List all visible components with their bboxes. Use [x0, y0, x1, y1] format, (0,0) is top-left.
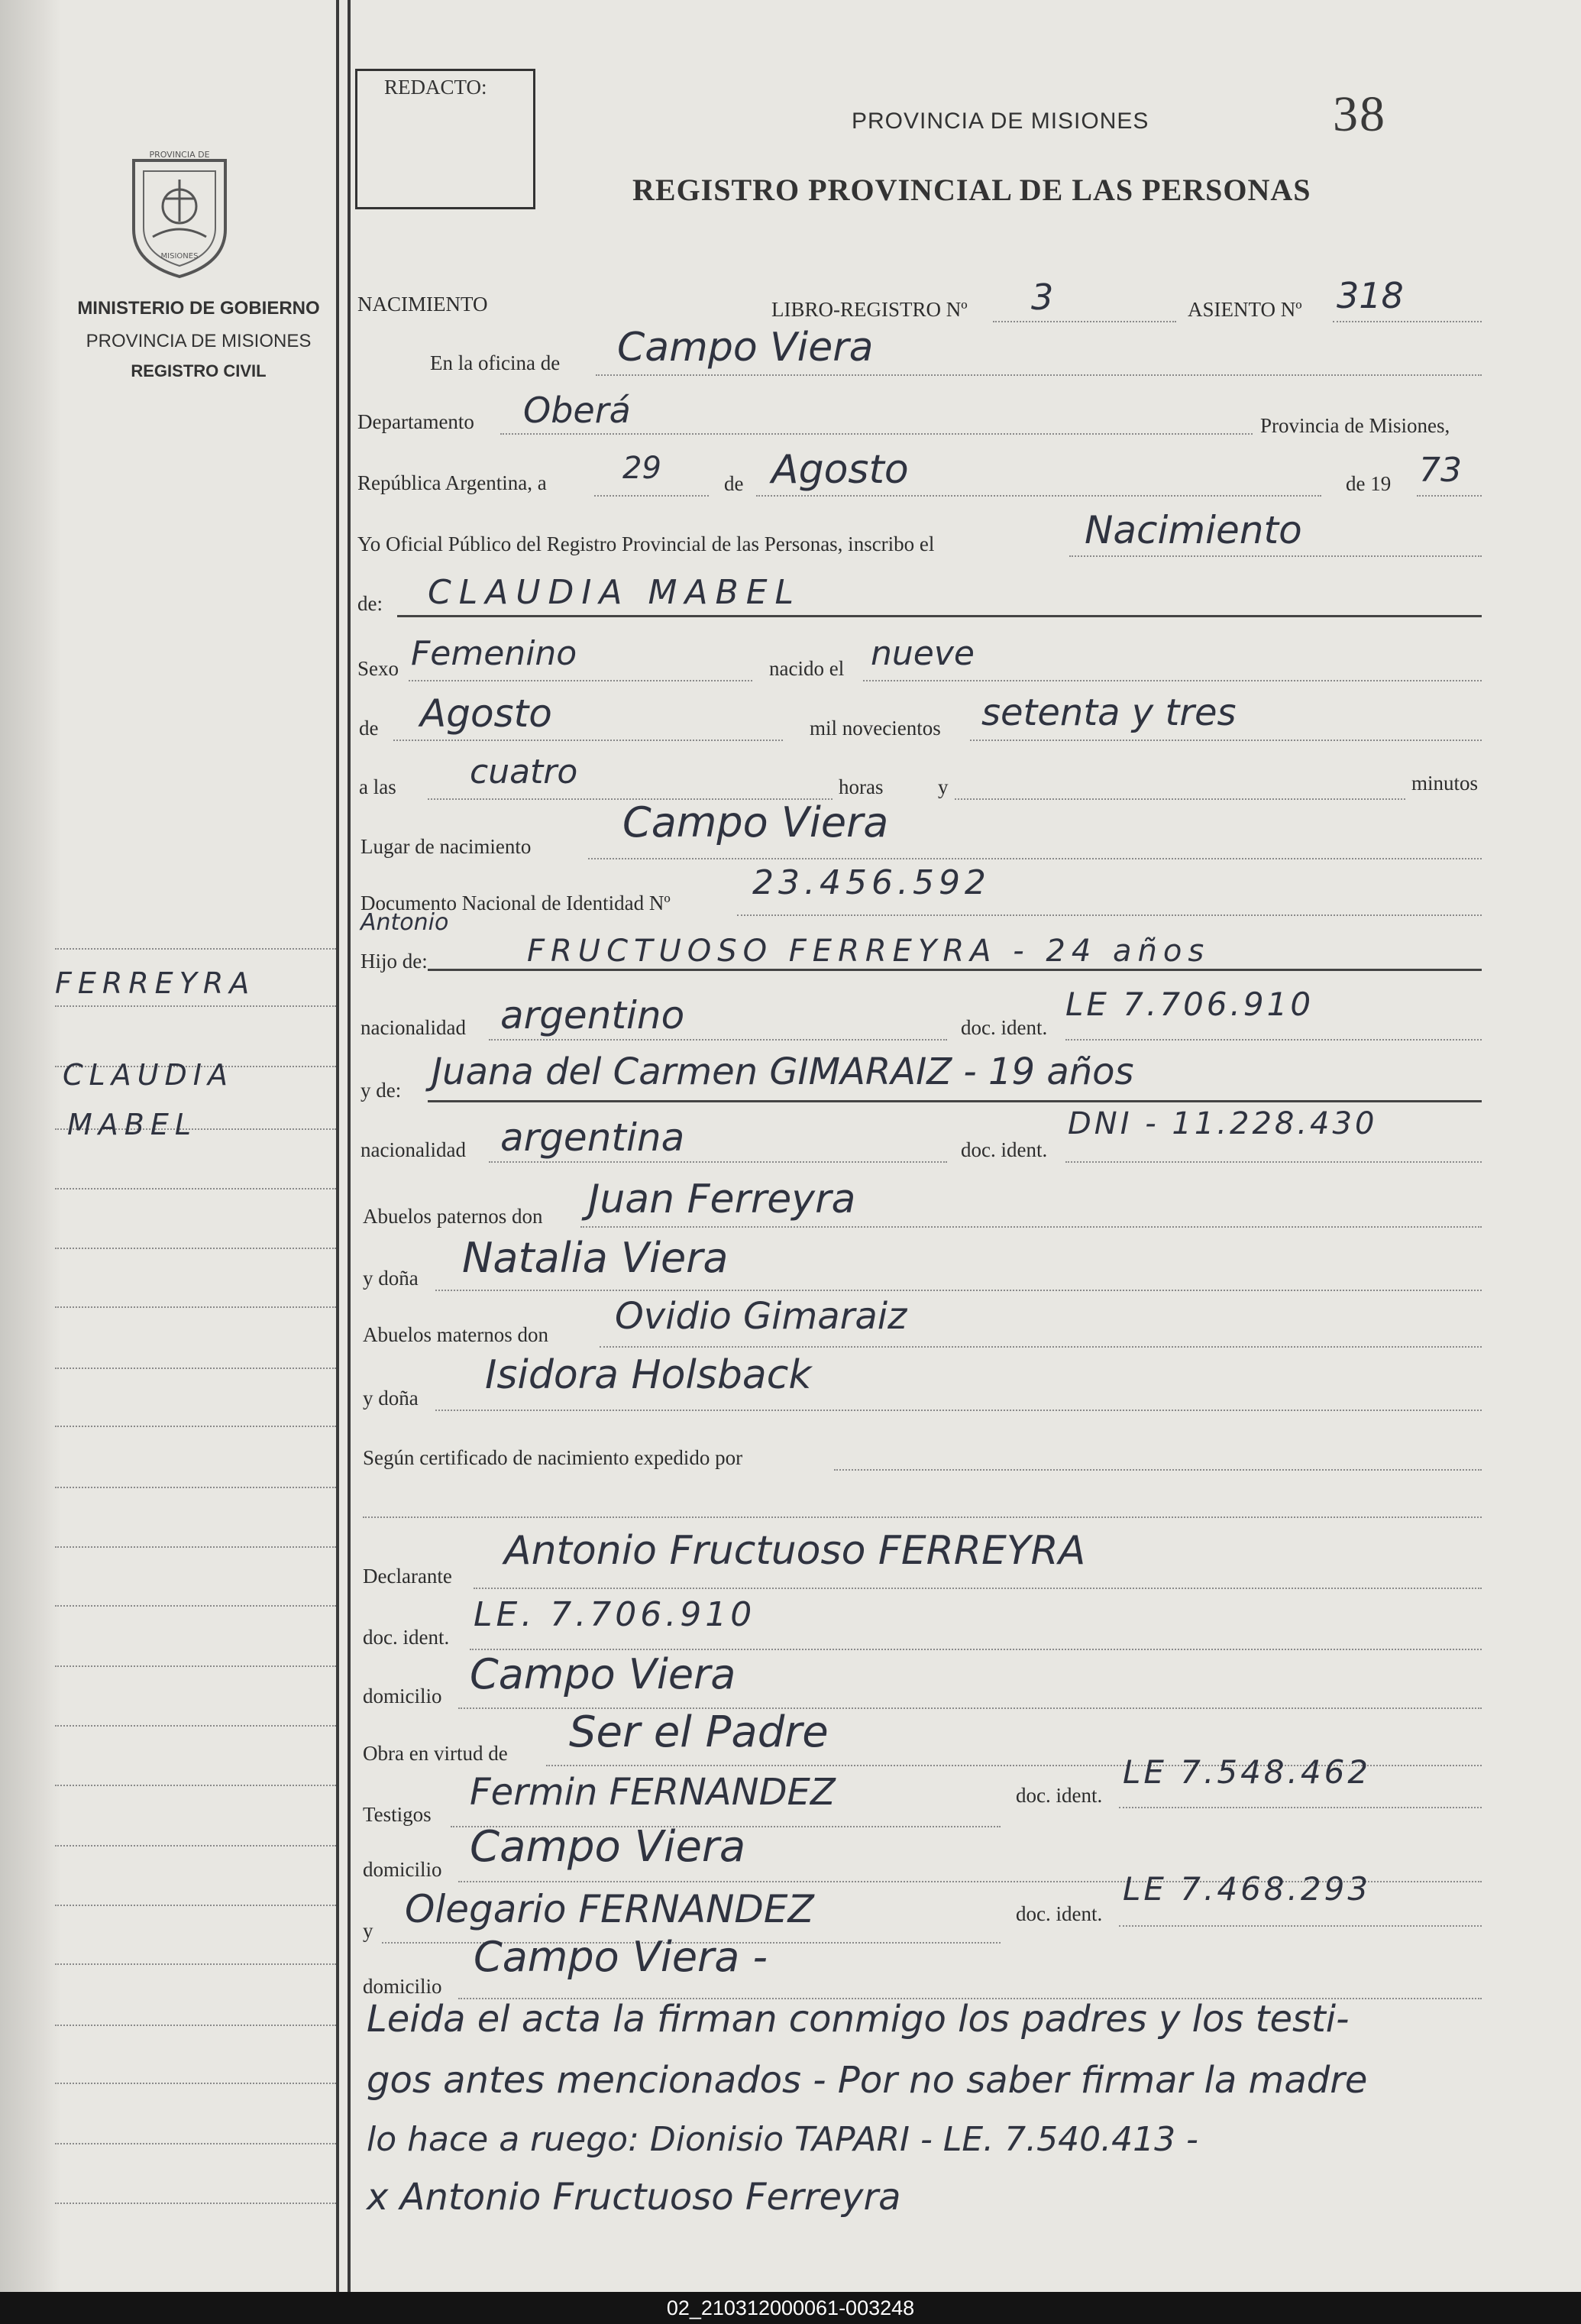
y-label: y — [938, 775, 949, 798]
departamento-label: Departamento — [357, 410, 474, 433]
abuelo-materno-value: Ovidio Gimaraiz — [615, 1295, 907, 1338]
documento-value: 23.456.592 — [752, 863, 991, 902]
docident-1-label: doc. ident. — [961, 1016, 1048, 1039]
page-number: 38 — [1333, 86, 1386, 142]
abuelo-paterno-value: Juan Ferreyra — [588, 1177, 856, 1222]
sexo-label: Sexo — [357, 657, 399, 680]
mes-value: Agosto — [771, 447, 909, 493]
registry-title: REGISTRO PROVINCIAL DE LAS PERSONAS — [632, 173, 1311, 207]
abuela-materna-value: Isidora Holsback — [485, 1352, 812, 1398]
hijo-label: Hijo de: — [360, 950, 428, 973]
sexo-value: Femenino — [411, 634, 577, 673]
nacido-value: nueve — [871, 634, 975, 673]
madre-value: Juana del Carmen GIMARAIZ - 19 años — [432, 1050, 1134, 1093]
redacto-label: REDACTO: — [384, 76, 487, 99]
province-label: PROVINCIA DE MISIONES — [86, 331, 312, 351]
docident-5-value: LE 7.468.293 — [1123, 1870, 1372, 1908]
docident-4-label: doc. ident. — [1016, 1784, 1103, 1807]
mil-value: setenta y tres — [981, 691, 1237, 734]
docident-4-value: LE 7.548.462 — [1123, 1753, 1372, 1791]
minutos-label: minutos — [1411, 772, 1479, 795]
abuelos-maternos-label: Abuelos maternos don — [363, 1323, 548, 1346]
coat-of-arms-seal — [122, 145, 237, 279]
docident-5-label: doc. ident. — [1016, 1902, 1103, 1925]
province-header: PROVINCIA DE MISIONES — [852, 108, 1149, 134]
ministry-label: MINISTERIO DE GOBIERNO — [77, 298, 320, 319]
de-mes-label: de — [359, 717, 379, 740]
domicilio-3-label: domicilio — [363, 1975, 442, 1998]
nombre-label: de: — [357, 592, 383, 615]
inscribo-label: Yo Oficial Público del Registro Provincial de las Personas, inscribo el — [357, 532, 935, 555]
domicilio-1-label: domicilio — [363, 1685, 442, 1707]
dia-value: 29 — [622, 451, 661, 486]
departamento-value: Oberá — [523, 390, 631, 431]
redacto-box — [355, 69, 535, 209]
image-caption: 02_210312000061-003248 — [0, 2292, 1581, 2324]
segun-certificado-label: Según certificado de nacimiento expedido por — [363, 1446, 743, 1469]
inscribo-value: Nacimiento — [1085, 508, 1302, 552]
testigo-1-value: Fermin FERNANDEZ — [470, 1771, 836, 1814]
documento-label: Documento Nacional de Identidad Nº — [360, 892, 671, 914]
alas-label: a las — [359, 775, 396, 798]
domicilio-2-label: domicilio — [363, 1858, 442, 1881]
nacionalidad-1-label: nacionalidad — [360, 1016, 466, 1039]
closing-line-1: Leida el acta la firman conmigo los padres y los testi- — [367, 1998, 1350, 2041]
hijo-value: FRUCTUOSO FERREYRA - 24 años — [527, 934, 1211, 969]
testigos-label: Testigos — [363, 1803, 432, 1826]
lugar-value: Campo Viera — [622, 798, 889, 846]
lugar-label: Lugar de nacimiento — [360, 835, 532, 858]
seal-text-bottom: MISIONES — [160, 252, 199, 261]
docident-2-value: DNI - 11.228.430 — [1068, 1106, 1378, 1141]
abuela-paterna-value: Natalia Viera — [462, 1234, 729, 1282]
docident-3-value: LE. 7.706.910 — [474, 1595, 756, 1634]
obra-label: Obra en virtud de — [363, 1742, 508, 1765]
y-testigo-label: y — [363, 1919, 373, 1942]
closing-line-3: lo hace a ruego: Dionisio TAPARI - LE. 7.540.413 - — [367, 2120, 1198, 2159]
libro-label: LIBRO-REGISTRO Nº — [771, 298, 968, 321]
nacimiento-label: NACIMIENTO — [357, 293, 488, 316]
docident-3-label: doc. ident. — [363, 1626, 450, 1649]
margin-surname: FERREYRA — [55, 966, 256, 1000]
declarante-label: Declarante — [363, 1565, 452, 1588]
hijo-prefix-value: Antonio — [360, 909, 449, 936]
oficina-label: En la oficina de — [430, 351, 561, 374]
ydona-2-label: y doña — [363, 1387, 419, 1410]
domicilio-1-value: Campo Viera — [470, 1650, 736, 1698]
domicilio-2-value: Campo Viera — [470, 1822, 746, 1872]
asiento-label: ASIENTO Nº — [1188, 298, 1302, 321]
de-anio-label: de 19 — [1346, 472, 1392, 495]
obra-value: Ser el Padre — [569, 1707, 829, 1757]
oficina-value: Campo Viera — [617, 325, 874, 371]
nacido-label: nacido el — [769, 657, 845, 680]
nacionalidad-1-value: argentino — [500, 993, 685, 1037]
nombre-value: CLAUDIA MABEL — [428, 573, 802, 612]
anio-value: 73 — [1419, 451, 1462, 490]
declarante-value: Antonio Fructuoso FERREYRA — [504, 1528, 1086, 1574]
nacionalidad-2-value: argentina — [500, 1115, 685, 1160]
yde-label: y de: — [360, 1079, 402, 1102]
testigo-2-value: Olegario FERNANDEZ — [405, 1887, 814, 1931]
ydona-1-label: y doña — [363, 1267, 419, 1290]
republica-label: República Argentina, a — [357, 471, 547, 494]
closing-line-4: x Antonio Fructuoso Ferreyra — [367, 2176, 901, 2219]
closing-line-2: gos antes mencionados - Por no saber firmar la madre — [367, 2059, 1368, 2102]
domicilio-3-value: Campo Viera - — [474, 1933, 768, 1981]
abuelos-paternos-label: Abuelos paternos don — [363, 1205, 543, 1228]
mes-nacimiento-value: Agosto — [420, 691, 552, 736]
horas-label: horas — [839, 775, 884, 798]
de-label: de — [724, 472, 744, 495]
docident-1-value: LE 7.706.910 — [1065, 986, 1314, 1023]
margin-given-name-2: MABEL — [67, 1108, 198, 1141]
mil-label: mil novecientos — [810, 717, 941, 740]
asiento-value: 318 — [1337, 275, 1404, 316]
margin-given-name-1: CLAUDIA — [63, 1058, 234, 1092]
libro-value: 3 — [1031, 277, 1054, 318]
nacionalidad-2-label: nacionalidad — [360, 1138, 466, 1161]
provincia-label: Provincia de Misiones, — [1260, 414, 1450, 437]
seal-text-top: PROVINCIA DE — [149, 150, 210, 160]
docident-2-label: doc. ident. — [961, 1138, 1048, 1161]
hora-value: cuatro — [470, 753, 578, 791]
registry-civil-label: REGISTRO CIVIL — [131, 361, 267, 380]
